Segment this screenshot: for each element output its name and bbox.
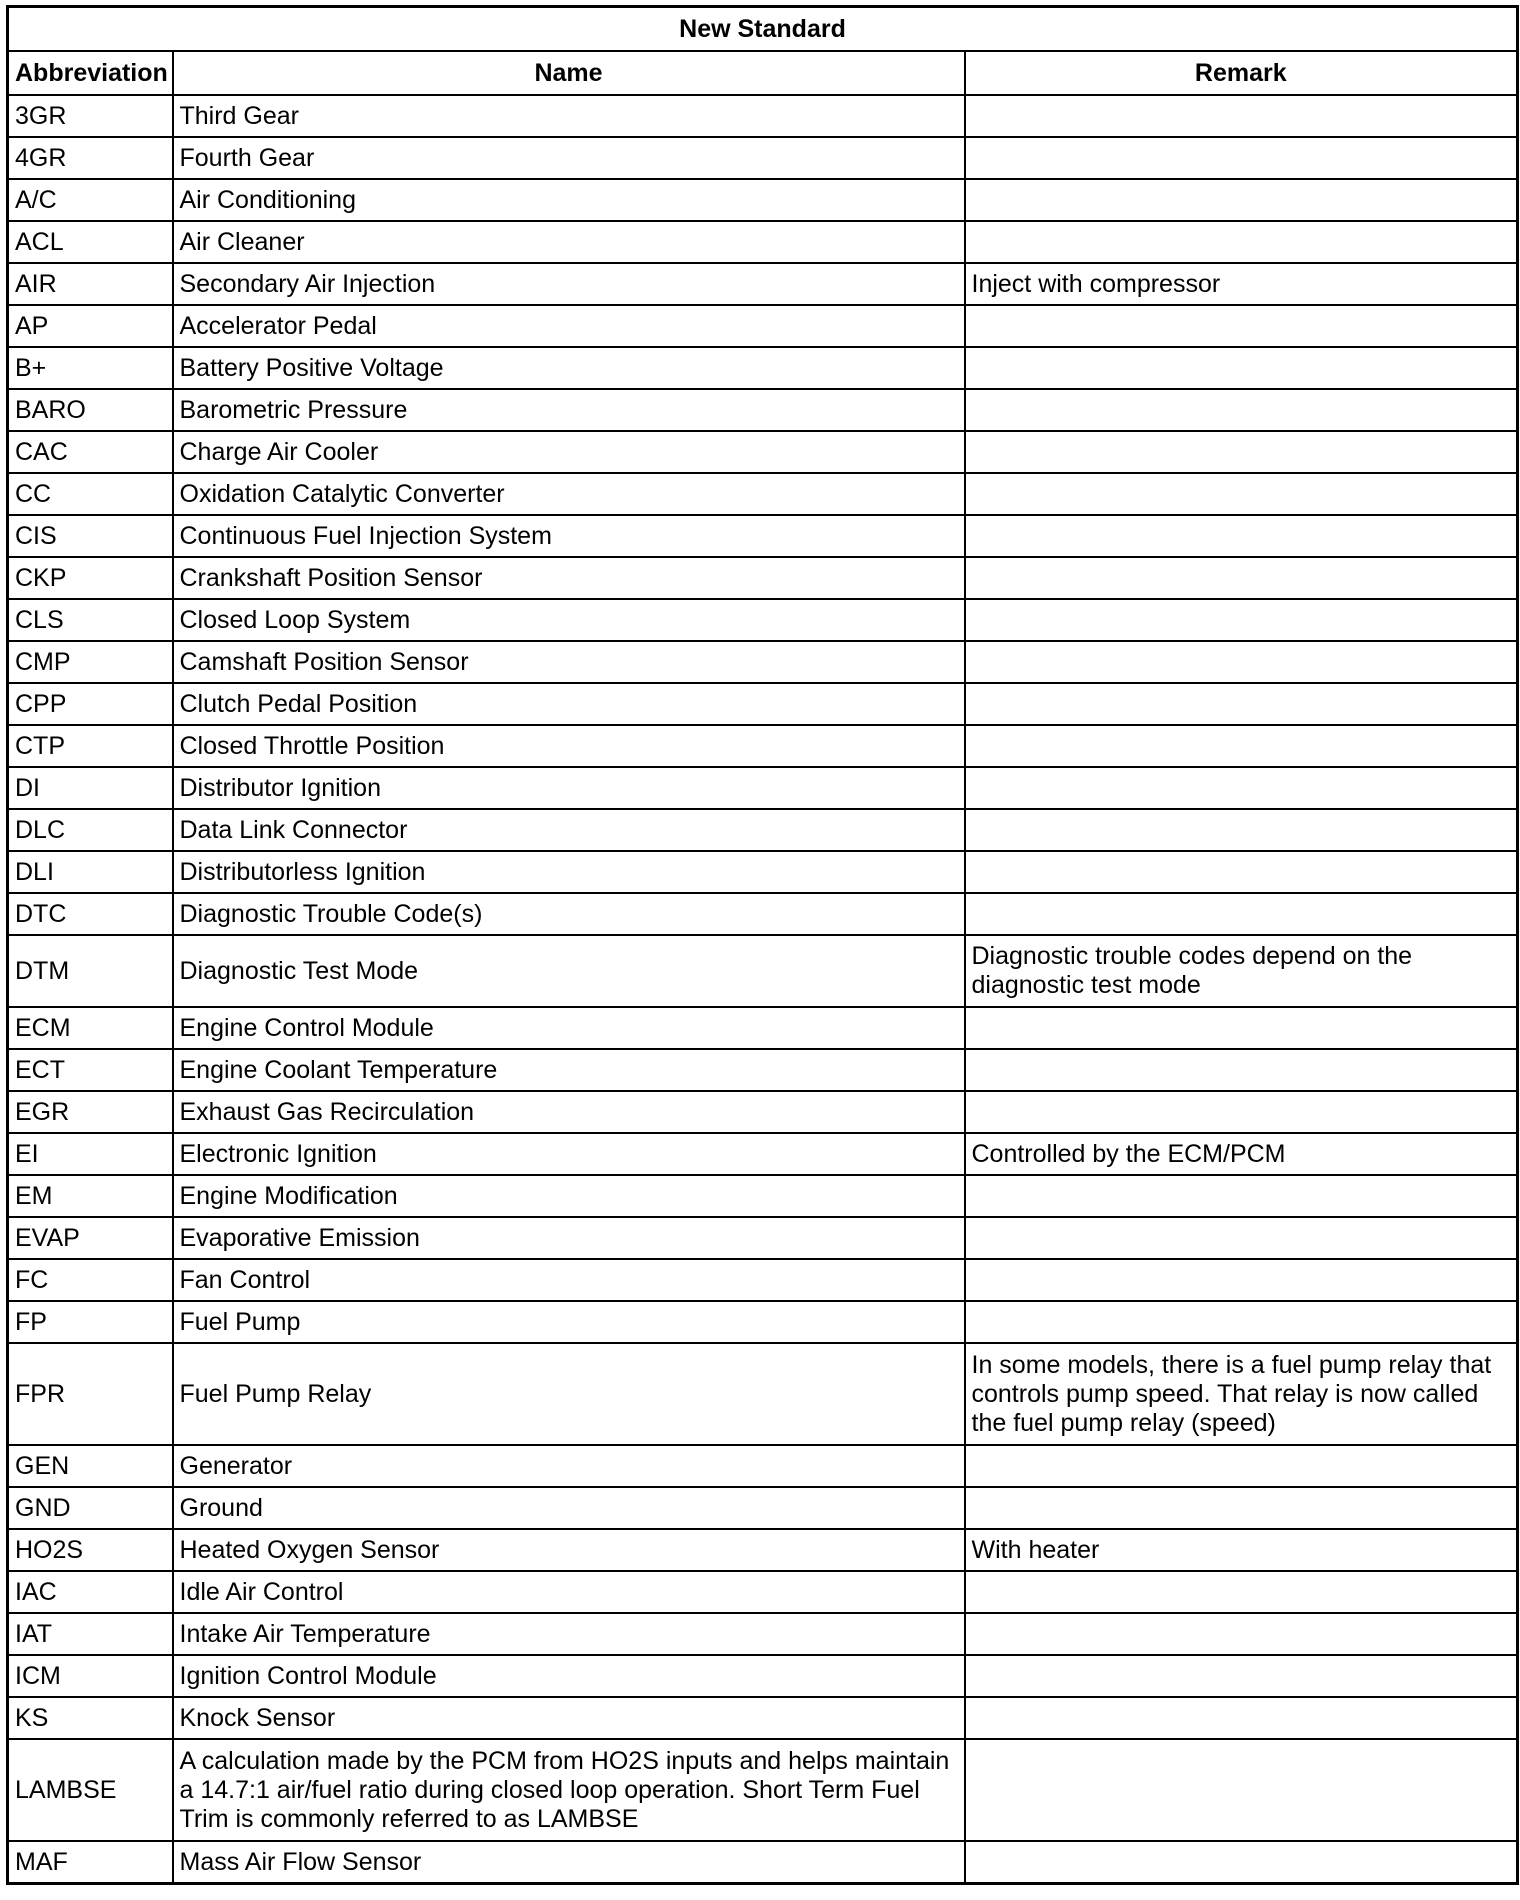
cell-abbreviation: HO2S bbox=[8, 1529, 173, 1571]
table-row bbox=[8, 1571, 1518, 1613]
table-row bbox=[8, 1445, 1518, 1487]
table-row bbox=[8, 1091, 1518, 1133]
cell-remark bbox=[965, 1613, 1518, 1655]
cell-abbreviation: GEN bbox=[8, 1445, 173, 1487]
cell-name: Intake Air Temperature bbox=[173, 1613, 965, 1655]
cell-abbreviation: FP bbox=[8, 1301, 173, 1343]
cell-abbreviation: EVAP bbox=[8, 1217, 173, 1259]
cell-abbreviation: CLS bbox=[8, 599, 173, 641]
table-row bbox=[8, 473, 1518, 515]
cell-remark bbox=[965, 221, 1518, 263]
cell-name: Heated Oxygen Sensor bbox=[173, 1529, 965, 1571]
cell-abbreviation: CTP bbox=[8, 725, 173, 767]
table-row bbox=[8, 305, 1518, 347]
cell-abbreviation: CC bbox=[8, 473, 173, 515]
cell-name: Diagnostic Test Mode bbox=[173, 935, 965, 1007]
cell-remark: Inject with compressor bbox=[965, 263, 1518, 305]
cell-name: Continuous Fuel Injection System bbox=[173, 515, 965, 557]
header-remark: Remark bbox=[965, 51, 1518, 95]
table-row bbox=[8, 1007, 1518, 1049]
cell-abbreviation: ACL bbox=[8, 221, 173, 263]
cell-abbreviation: IAC bbox=[8, 1571, 173, 1613]
table-row bbox=[8, 179, 1518, 221]
cell-abbreviation: ECT bbox=[8, 1049, 173, 1091]
table-row bbox=[8, 809, 1518, 851]
table-row bbox=[8, 1739, 1518, 1841]
cell-name: Engine Coolant Temperature bbox=[173, 1049, 965, 1091]
cell-name: Oxidation Catalytic Converter bbox=[173, 473, 965, 515]
cell-remark bbox=[965, 1739, 1518, 1841]
table-row bbox=[8, 725, 1518, 767]
table-row bbox=[8, 851, 1518, 893]
cell-name: Ignition Control Module bbox=[173, 1655, 965, 1697]
cell-abbreviation: CAC bbox=[8, 431, 173, 473]
header-name: Name bbox=[173, 51, 965, 95]
cell-remark bbox=[965, 305, 1518, 347]
cell-name: Fuel Pump Relay bbox=[173, 1343, 965, 1445]
cell-abbreviation: ICM bbox=[8, 1655, 173, 1697]
table-row bbox=[8, 1133, 1518, 1175]
cell-abbreviation: BARO bbox=[8, 389, 173, 431]
cell-abbreviation: FC bbox=[8, 1259, 173, 1301]
cell-remark bbox=[965, 809, 1518, 851]
cell-remark bbox=[965, 851, 1518, 893]
cell-abbreviation: EM bbox=[8, 1175, 173, 1217]
cell-abbreviation: FPR bbox=[8, 1343, 173, 1445]
table-row bbox=[8, 1301, 1518, 1343]
table-row bbox=[8, 1259, 1518, 1301]
cell-remark bbox=[965, 431, 1518, 473]
table-row bbox=[8, 557, 1518, 599]
cell-name: Diagnostic Trouble Code(s) bbox=[173, 893, 965, 935]
table-row bbox=[8, 1343, 1518, 1445]
table-row bbox=[8, 263, 1518, 305]
cell-abbreviation: ECM bbox=[8, 1007, 173, 1049]
cell-abbreviation: A/C bbox=[8, 179, 173, 221]
cell-name: Engine Modification bbox=[173, 1175, 965, 1217]
table-row bbox=[8, 1487, 1518, 1529]
cell-name: Barometric Pressure bbox=[173, 389, 965, 431]
header-abbreviation: Abbreviation bbox=[8, 51, 173, 95]
table-row bbox=[8, 1529, 1518, 1571]
cell-name: Clutch Pedal Position bbox=[173, 683, 965, 725]
cell-remark bbox=[965, 1655, 1518, 1697]
cell-remark bbox=[965, 1007, 1518, 1049]
cell-remark bbox=[965, 1091, 1518, 1133]
cell-remark bbox=[965, 179, 1518, 221]
cell-abbreviation: 4GR bbox=[8, 137, 173, 179]
cell-remark bbox=[965, 893, 1518, 935]
cell-name: Data Link Connector bbox=[173, 809, 965, 851]
cell-abbreviation: MAF bbox=[8, 1841, 173, 1884]
cell-abbreviation: DTM bbox=[8, 935, 173, 1007]
cell-remark bbox=[965, 473, 1518, 515]
cell-name: Air Cleaner bbox=[173, 221, 965, 263]
cell-remark bbox=[965, 1175, 1518, 1217]
cell-remark bbox=[965, 1049, 1518, 1091]
cell-name: Evaporative Emission bbox=[173, 1217, 965, 1259]
cell-name: Crankshaft Position Sensor bbox=[173, 557, 965, 599]
cell-name: Closed Loop System bbox=[173, 599, 965, 641]
cell-abbreviation: CIS bbox=[8, 515, 173, 557]
cell-remark bbox=[965, 389, 1518, 431]
cell-remark: In some models, there is a fuel pump relay that controls pump speed. That relay is now called the fuel pump relay (speed) bbox=[965, 1343, 1518, 1445]
cell-remark bbox=[965, 1259, 1518, 1301]
cell-remark bbox=[965, 1445, 1518, 1487]
cell-remark bbox=[965, 1217, 1518, 1259]
cell-name: Generator bbox=[173, 1445, 965, 1487]
cell-abbreviation: AP bbox=[8, 305, 173, 347]
cell-remark bbox=[965, 1571, 1518, 1613]
table-row bbox=[8, 1217, 1518, 1259]
cell-remark bbox=[965, 347, 1518, 389]
table-row bbox=[8, 1841, 1518, 1884]
cell-name: Exhaust Gas Recirculation bbox=[173, 1091, 965, 1133]
cell-name: Engine Control Module bbox=[173, 1007, 965, 1049]
cell-name: Camshaft Position Sensor bbox=[173, 641, 965, 683]
cell-abbreviation: EGR bbox=[8, 1091, 173, 1133]
table-row bbox=[8, 347, 1518, 389]
table-row bbox=[8, 95, 1518, 137]
cell-name: Mass Air Flow Sensor bbox=[173, 1841, 965, 1884]
cell-abbreviation: CPP bbox=[8, 683, 173, 725]
cell-name: Fourth Gear bbox=[173, 137, 965, 179]
cell-abbreviation: GND bbox=[8, 1487, 173, 1529]
table-title: New Standard bbox=[8, 7, 1518, 52]
cell-name: Distributorless Ignition bbox=[173, 851, 965, 893]
cell-name: Fan Control bbox=[173, 1259, 965, 1301]
cell-remark: Diagnostic trouble codes depend on the diagnostic test mode bbox=[965, 935, 1518, 1007]
cell-name: Idle Air Control bbox=[173, 1571, 965, 1613]
abbreviation-table bbox=[6, 5, 1519, 1885]
cell-abbreviation: DLI bbox=[8, 851, 173, 893]
cell-abbreviation: B+ bbox=[8, 347, 173, 389]
table-row bbox=[8, 641, 1518, 683]
cell-abbreviation: DLC bbox=[8, 809, 173, 851]
cell-remark bbox=[965, 767, 1518, 809]
cell-abbreviation: DI bbox=[8, 767, 173, 809]
table-row bbox=[8, 431, 1518, 473]
cell-abbreviation: LAMBSE bbox=[8, 1739, 173, 1841]
cell-name: Closed Throttle Position bbox=[173, 725, 965, 767]
cell-name: Accelerator Pedal bbox=[173, 305, 965, 347]
cell-name: Distributor Ignition bbox=[173, 767, 965, 809]
cell-remark bbox=[965, 683, 1518, 725]
cell-remark bbox=[965, 557, 1518, 599]
cell-abbreviation: CMP bbox=[8, 641, 173, 683]
cell-abbreviation: DTC bbox=[8, 893, 173, 935]
cell-name: Charge Air Cooler bbox=[173, 431, 965, 473]
cell-name: Electronic Ignition bbox=[173, 1133, 965, 1175]
cell-name: Ground bbox=[173, 1487, 965, 1529]
table-row bbox=[8, 683, 1518, 725]
cell-name: Fuel Pump bbox=[173, 1301, 965, 1343]
cell-abbreviation: IAT bbox=[8, 1613, 173, 1655]
cell-abbreviation: CKP bbox=[8, 557, 173, 599]
cell-name: Third Gear bbox=[173, 95, 965, 137]
cell-name: Knock Sensor bbox=[173, 1697, 965, 1739]
table-row bbox=[8, 389, 1518, 431]
cell-remark bbox=[965, 1697, 1518, 1739]
cell-name: A calculation made by the PCM from HO2S inputs and helps maintain a 14.7:1 air/fuel ratio during closed loop operation. Short Term Fuel Trim is commonly referred to as LAMBSE bbox=[173, 1739, 965, 1841]
table-row bbox=[8, 1613, 1518, 1655]
cell-abbreviation: 3GR bbox=[8, 95, 173, 137]
cell-name: Secondary Air Injection bbox=[173, 263, 965, 305]
table-body bbox=[8, 95, 1518, 1884]
table-row bbox=[8, 599, 1518, 641]
cell-remark bbox=[965, 599, 1518, 641]
cell-remark bbox=[965, 515, 1518, 557]
cell-abbreviation: KS bbox=[8, 1697, 173, 1739]
cell-remark bbox=[965, 95, 1518, 137]
cell-remark bbox=[965, 1841, 1518, 1884]
cell-abbreviation: AIR bbox=[8, 263, 173, 305]
cell-name: Air Conditioning bbox=[173, 179, 965, 221]
table-row bbox=[8, 515, 1518, 557]
table-row bbox=[8, 935, 1518, 1007]
cell-name: Battery Positive Voltage bbox=[173, 347, 965, 389]
table-row bbox=[8, 137, 1518, 179]
table-row bbox=[8, 1049, 1518, 1091]
cell-remark: Controlled by the ECM/PCM bbox=[965, 1133, 1518, 1175]
table-row bbox=[8, 1175, 1518, 1217]
cell-remark bbox=[965, 1487, 1518, 1529]
table-row bbox=[8, 221, 1518, 263]
table-row bbox=[8, 1655, 1518, 1697]
cell-remark: With heater bbox=[965, 1529, 1518, 1571]
cell-remark bbox=[965, 1301, 1518, 1343]
cell-abbreviation: EI bbox=[8, 1133, 173, 1175]
cell-remark bbox=[965, 641, 1518, 683]
table-row bbox=[8, 1697, 1518, 1739]
table-row bbox=[8, 767, 1518, 809]
table-row bbox=[8, 893, 1518, 935]
cell-remark bbox=[965, 137, 1518, 179]
cell-remark bbox=[965, 725, 1518, 767]
